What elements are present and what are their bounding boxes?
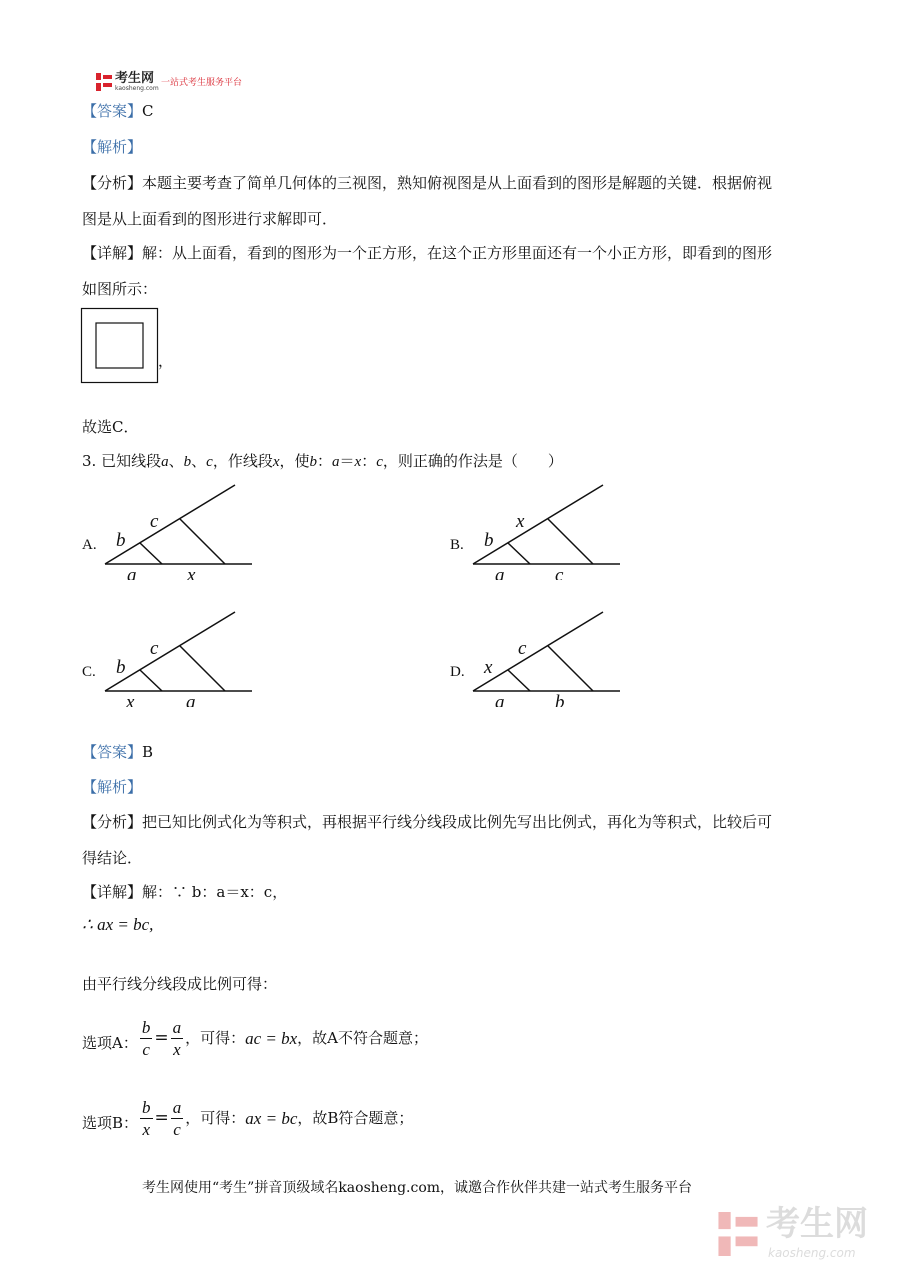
q3-number: 3. [82,452,97,470]
fraction [171,1019,184,1058]
answer-value: B [142,743,154,761]
outer-square [82,309,158,383]
product-equation: ax = bc [245,1108,298,1128]
numerator: b [142,1097,151,1117]
option-label: B. [450,537,464,553]
proportion-option-b [82,1090,413,1146]
option-figure [102,607,262,707]
stem-pre: 已知线段 [101,452,162,470]
label-base1: a [495,692,505,707]
q3-answer-line [82,745,153,760]
var-x: x [272,454,280,470]
logo-icon [95,72,113,92]
fenxi-tag: 【分析】 [82,813,143,831]
q2-answer-line [82,104,154,119]
option-label: 选项A： [82,1033,138,1052]
label-base1: a [127,565,137,580]
label-upper: b [116,657,126,678]
equals-sign: = [154,1107,169,1128]
denominator: c [173,1119,181,1139]
q3-fenxi-line2: 得结论． [82,849,143,867]
answer-tag: 【答案】 [82,102,143,120]
denominator: x [142,1119,151,1139]
denominator: c [142,1039,150,1059]
analysis-tag: 【解析】 [82,138,143,156]
detail-text: 解：从上面看，看到的图形为一个正方形，在这个正方形里面还有一个小正方形，即看到的图形 [142,244,773,262]
var-a: a [161,454,169,470]
var-b: b [183,454,192,470]
label-top: c [150,511,159,532]
watermark-en: kaosheng.com [768,1246,856,1260]
colon: ： [361,452,377,470]
logo-slogan: 一站式考生服务平台 [161,78,243,88]
option-label: D. [450,664,465,680]
fenxi-text: 把已知比例式化为等积式，再根据平行线分线段成比例先写出比例式，再化为等积式，比较后可 [142,813,773,831]
label-top: c [518,638,527,659]
label-upper: b [116,530,126,551]
equals-sign: = [154,1027,169,1048]
sep: 、 [168,452,184,470]
fraction [171,1099,184,1138]
option-figure [470,480,630,580]
top-view-figure [80,307,160,385]
watermark-logo-icon [716,1209,760,1259]
q2-fenxi-line2: 图是从上面看到的图形进行求解即可． [82,210,338,228]
var-c: c [206,454,213,470]
fraction [140,1099,153,1138]
ratio-a: a [332,454,340,470]
proportion-intro: 由平行线分线段成比例可得： [82,975,278,993]
label-base2: c [555,565,564,580]
option-b [450,480,630,580]
answer-value: C [142,102,154,120]
equals: ＝ [339,452,355,470]
q3-stem [82,454,563,470]
figure-comma: ， [158,352,174,370]
label-upper: b [484,530,494,551]
fenxi-tag: 【分析】 [82,174,143,192]
option-label: C. [82,664,96,680]
analysis-tag: 【解析】 [82,778,143,796]
option-figure [102,480,262,580]
product-equation: ac = bx [245,1028,298,1048]
sep: 、 [191,452,207,470]
q2-detail-line2: 如图所示： [82,280,158,298]
detail-tag: 【详解】 [82,244,143,262]
proportion-option-a [82,1010,428,1066]
fraction [140,1019,153,1058]
stem-mid: ，作线段 [212,452,273,470]
label-base1: x [126,692,135,707]
inner-square [96,323,143,368]
option-label: 选项B： [82,1113,139,1132]
detail-text: 解：∵ b：a＝x：c， [142,883,288,901]
label-top: x [516,511,525,532]
logo-en: kaosheng.com [115,85,159,92]
numerator: a [172,1017,182,1037]
q2-fenxi-line1 [82,176,772,191]
colon: ： [317,452,333,470]
stem-end: ，则正确的作法是（ ） [382,452,563,470]
logo-cn: 考生网 [115,71,155,86]
option-c [82,607,262,707]
option-d [450,607,630,707]
label-base2: x [187,565,196,580]
label-base2: a [186,692,196,707]
conclusion-text: ，故B符合题意； [297,1108,414,1127]
q2-detail-line1 [82,246,772,261]
watermark-cn: 考生网 [766,1204,868,1244]
numerator: a [172,1097,182,1117]
label-upper: x [484,657,493,678]
label-base2: b [555,692,565,707]
answer-tag: 【答案】 [82,743,143,761]
option-figure [470,607,630,707]
q3-fenxi-line1 [82,815,772,830]
numerator: b [141,1017,151,1037]
watermark [716,1205,886,1263]
ratio-c: c [376,454,383,470]
q3-detail-line2: ∴ ax = bc, [82,915,154,934]
label-base1: a [495,565,505,580]
detail-tag: 【详解】 [82,883,143,901]
q3-detail-line1 [82,885,287,900]
footer-text: 考生网使用“考生”拼音顶级域名kaosheng.com，诚邀合作伙伴共建一站式考生服务平台 [142,1180,693,1196]
fenxi-text: 本题主要考查了简单几何体的三视图，熟知俯视图是从上面看到的图形是解题的关键．根据俯视 [142,174,773,192]
option-a [82,480,262,580]
mid-text: ，可得： [185,1028,246,1047]
option-label: A. [82,537,97,553]
ratio-b: b [309,454,318,470]
ratio-x: x [354,454,362,470]
label-top: c [150,638,159,659]
mid-text: ，可得： [185,1108,246,1127]
q2-conclusion: 故选C． [82,418,139,436]
conclusion-text: ，故A不符合题意； [297,1028,429,1047]
denominator: x [173,1039,181,1059]
stem-mid2: ，使 [279,452,310,470]
